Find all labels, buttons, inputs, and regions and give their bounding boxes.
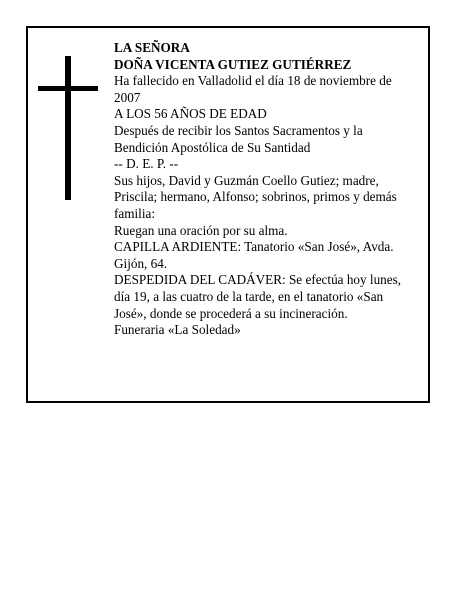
cross-horizontal-bar — [38, 86, 98, 91]
rip-line: -- D. E. P. -- — [114, 156, 179, 172]
funeral-home: Funeraria «La Soledad» — [114, 322, 241, 338]
family-list: Sus hijos, David y Guzmán Coello Gutiez; madre, Priscila; hermano, Alfonso; sobrinos, primos y demás familia: — [114, 172, 397, 221]
notice-title: LA SEÑORA — [114, 40, 190, 55]
obituary-notice — [26, 26, 430, 403]
prayer-request: Ruegan una oración por su alma. — [114, 222, 288, 238]
deceased-name: DOÑA VICENTA GUTIEZ GUTIÉRREZ — [114, 56, 352, 72]
chapel-info: CAPILLA ARDIENTE: Tanatorio «San José», Avda. Gijón, 64. — [114, 239, 394, 271]
death-statement: Ha fallecido en Valladolid el día 18 de noviembre de 2007 — [114, 73, 392, 105]
cross-icon — [38, 56, 98, 200]
age-statement: A LOS 56 AÑOS DE EDAD — [114, 106, 267, 122]
notice-body — [114, 40, 419, 339]
sacraments-statement: Después de recibir los Santos Sacramentos y la Bendición Apostólica de Su Santidad — [114, 122, 363, 155]
farewell-info: DESPEDIDA DEL CADÁVER: Se efectúa hoy lunes, día 19, a las cuatro de la tarde, en el tanatorio «San José», donde se procederá a su incineración. — [114, 272, 402, 321]
cross-vertical-bar — [65, 56, 71, 200]
